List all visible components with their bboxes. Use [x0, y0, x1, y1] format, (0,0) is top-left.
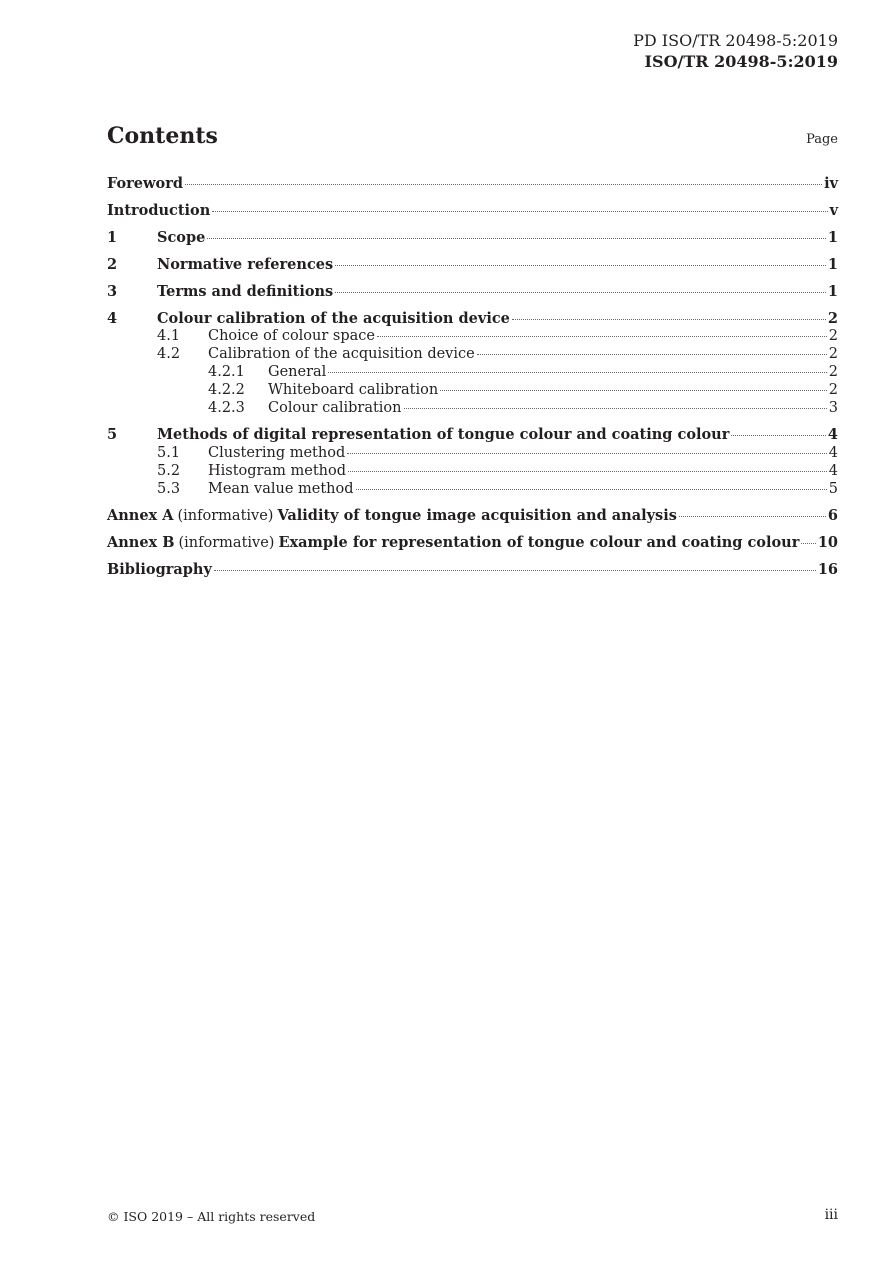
toc-entry-whiteboard-calibration[interactable]	[107, 382, 838, 400]
toc-entry-colour-calibration-sub[interactable]	[107, 400, 838, 418]
toc-entry-number: 1	[107, 229, 118, 246]
toc-entry-title: Colour calibration	[268, 400, 402, 416]
toc-entry-mean-value-method[interactable]	[107, 481, 838, 499]
toc-entry-page: 5	[828, 481, 838, 497]
leader-dots	[207, 238, 826, 239]
toc-entry-page: 2	[828, 328, 838, 344]
toc-entry-page: 10	[817, 534, 838, 551]
toc-entry-title: Clustering method	[208, 445, 346, 461]
toc-entry-number: 4.2.2	[208, 382, 245, 398]
toc-entry-number: 4.1	[157, 328, 181, 344]
leader-dots	[440, 390, 827, 391]
toc-entry-title: Scope	[157, 229, 206, 246]
toc-entry-page: iv	[824, 175, 838, 192]
toc-entry-title: Introduction	[107, 202, 211, 219]
leader-dots	[731, 435, 826, 436]
toc-entry-number: 2	[107, 256, 118, 273]
toc-entry-number: 4.2.1	[208, 364, 245, 380]
toc-entry-choice-of-colour-space[interactable]	[107, 328, 838, 346]
annex-label: Annex A	[107, 507, 174, 524]
annex-note: (informative)	[178, 535, 275, 551]
toc-entry-page: 4	[828, 445, 838, 461]
page-number: iii	[824, 1207, 838, 1223]
annex-label: Annex B	[107, 534, 175, 551]
toc-entry-title: Example for representation of tongue colour and coating colour	[278, 534, 800, 551]
toc-entry-page: 2	[828, 364, 838, 380]
page-footer	[107, 1207, 838, 1227]
toc-entry-general[interactable]	[107, 364, 838, 382]
toc-entry-title: Choice of colour space	[208, 328, 375, 344]
leader-dots	[214, 570, 816, 571]
toc-entry-annex-a[interactable]	[107, 507, 838, 527]
toc-entry-foreword[interactable]	[107, 175, 838, 195]
toc-entry-number: 4	[107, 310, 118, 327]
toc-entry-page: 1	[827, 229, 838, 246]
leader-dots	[404, 408, 827, 409]
toc-entry-number: 4.2	[157, 346, 181, 362]
page-title: Contents	[107, 123, 218, 149]
toc-entry-title: Methods of digital representation of tongue colour and coating colour	[157, 426, 730, 443]
leader-dots	[679, 516, 826, 517]
header-pd-code: PD ISO/TR 20498-5:2019	[633, 31, 838, 50]
document-header	[633, 30, 838, 72]
toc-entry-scope[interactable]	[107, 229, 838, 249]
toc-entry-number: 3	[107, 283, 118, 300]
toc-entry-terms-and-definitions[interactable]	[107, 283, 838, 303]
toc-entry-title: Calibration of the acquisition device	[208, 346, 475, 362]
toc-entry-annex-b[interactable]	[107, 534, 838, 554]
leader-dots	[477, 354, 827, 355]
leader-dots	[377, 336, 827, 337]
toc-entry-title: Normative references	[157, 256, 334, 273]
contents-title-row	[107, 123, 838, 153]
toc-entry-number: 5	[107, 426, 118, 443]
toc-entry-page: 6	[827, 507, 838, 524]
copyright-notice: © ISO 2019 – All rights reserved	[107, 1209, 316, 1224]
toc-entry-page: 16	[817, 561, 838, 578]
toc-entry-page: 2	[828, 382, 838, 398]
leader-dots	[328, 372, 826, 373]
toc-entry-number: 5.1	[157, 445, 181, 461]
toc-entry-page: 1	[827, 256, 838, 273]
toc-entry-title: Validity of tongue image acquisition and analysis	[277, 507, 677, 524]
leader-dots	[801, 543, 815, 544]
leader-dots	[348, 471, 827, 472]
toc-entry-title: Whiteboard calibration	[268, 382, 439, 398]
leader-dots	[212, 211, 827, 212]
toc-entry-page: 1	[827, 283, 838, 300]
toc-entry-title: Colour calibration of the acquisition device	[157, 310, 510, 327]
toc-entry-title: Histogram method	[208, 463, 347, 479]
toc-entry-title: Bibliography	[107, 561, 212, 578]
toc-entry-introduction[interactable]	[107, 202, 838, 222]
toc-entry-methods-of-representation[interactable]	[107, 426, 838, 446]
leader-dots	[335, 265, 826, 266]
toc-entry-title: Mean value method	[208, 481, 354, 497]
toc-entry-bibliography[interactable]	[107, 561, 838, 581]
leader-dots	[347, 453, 827, 454]
header-iso-code: ISO/TR 20498-5:2019	[644, 52, 838, 71]
toc-entry-page: 2	[827, 310, 838, 327]
toc-entry-number: 5.2	[157, 463, 181, 479]
leader-dots	[185, 184, 822, 185]
leader-dots	[335, 292, 826, 293]
toc-entry-histogram-method[interactable]	[107, 463, 838, 481]
toc-entry-page: 4	[827, 426, 838, 443]
toc-entry-page: 2	[828, 346, 838, 362]
toc-entry-clustering-method[interactable]	[107, 445, 838, 463]
toc-entry-colour-calibration[interactable]	[107, 310, 838, 330]
toc-entry-normative-references[interactable]	[107, 256, 838, 276]
toc-entry-page: 4	[828, 463, 838, 479]
toc-entry-title: Foreword	[107, 175, 183, 192]
toc-entry-calibration-of-device[interactable]	[107, 346, 838, 364]
toc-entry-number: 4.2.3	[208, 400, 245, 416]
toc-entry-title: General	[268, 364, 327, 380]
toc-entry-number: 5.3	[157, 481, 181, 497]
toc-entry-title: Terms and definitions	[157, 283, 334, 300]
page-column-label: Page	[806, 132, 838, 147]
leader-dots	[512, 319, 826, 320]
leader-dots	[356, 489, 827, 490]
toc-entry-page: 3	[828, 400, 838, 416]
toc-entry-page: v	[829, 202, 838, 219]
annex-note: (informative)	[177, 508, 274, 524]
